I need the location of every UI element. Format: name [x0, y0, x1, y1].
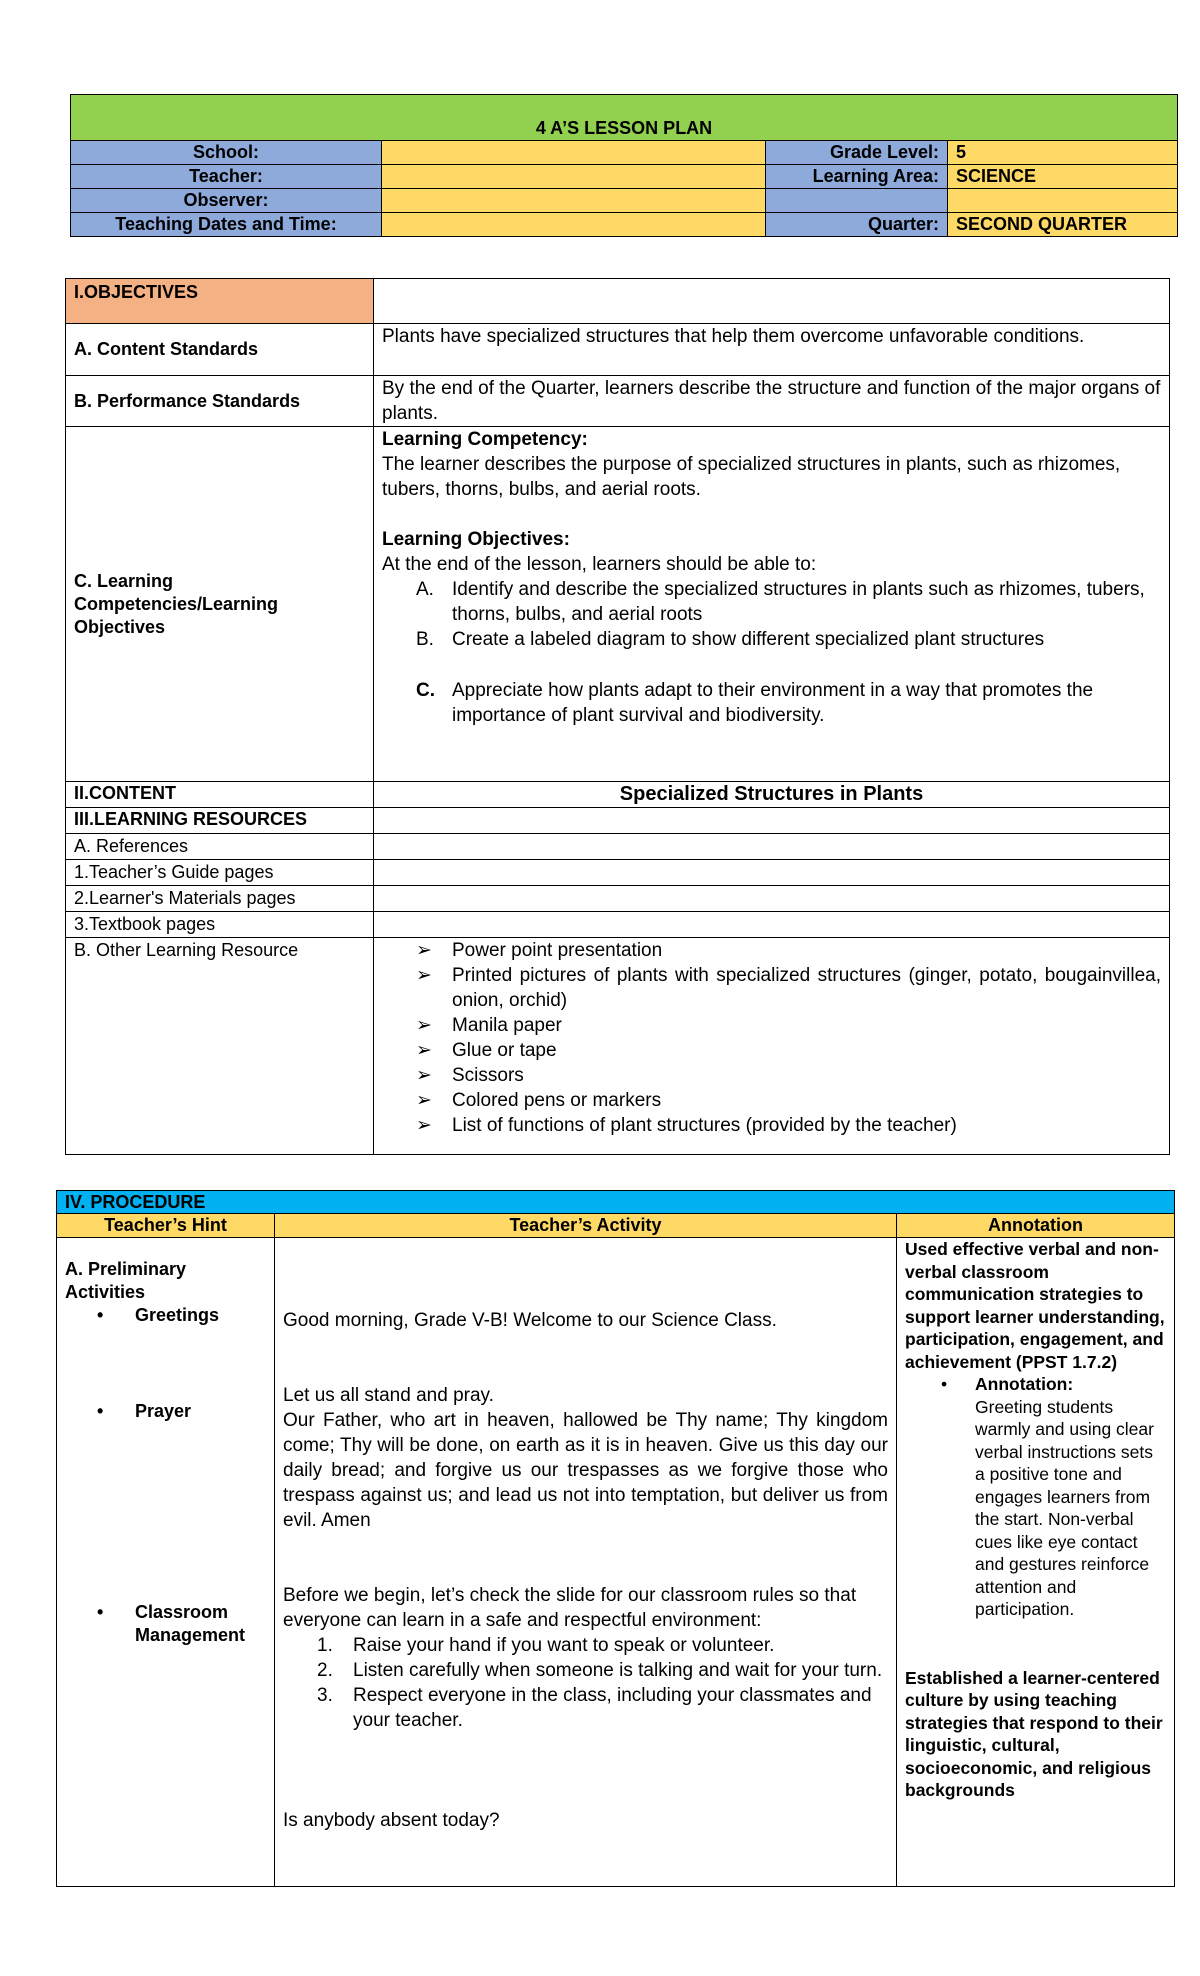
list-text: Raise your hand if you want to speak or volunteer.: [353, 1635, 775, 1656]
teachers-guide-label: 1.Teacher’s Guide pages: [66, 860, 374, 886]
lesson-plan-title: 4 A’S LESSON PLAN: [71, 95, 1178, 141]
other-resources-label: B. Other Learning Resource: [66, 938, 374, 1155]
other-resources-cell: [374, 938, 1170, 1155]
list-item: [382, 1013, 1161, 1038]
greetings-item: [65, 1304, 266, 1327]
arrow-icon: ➢: [416, 940, 432, 961]
arrow-icon: ➢: [416, 965, 432, 986]
list-item: [283, 1683, 888, 1733]
dates-label: Teaching Dates and Time:: [71, 213, 382, 237]
learning-objectives-title: Learning Objectives:: [382, 529, 570, 550]
column-header-activity: Teacher’s Activity: [275, 1214, 897, 1238]
list-item: [382, 938, 1161, 963]
learning-area-value: SCIENCE: [948, 165, 1178, 189]
list-text: Glue or tape: [452, 1040, 557, 1061]
learners-materials-value: [374, 886, 1170, 912]
learning-objectives-list: [382, 577, 1161, 728]
list-text: Create a labeled diagram to show different specialized plant structures: [452, 629, 1045, 650]
references-label: A. References: [66, 834, 374, 860]
classroom-management-item: [65, 1601, 266, 1647]
annotation-text: Greeting students warmly and using clear verbal instructions sets a positive tone and engages learners from the start. Non-verbal cues like eye contact and gestures reinforce attention and participation.: [975, 1396, 1154, 1619]
list-item: [382, 1088, 1161, 1113]
list-item: [283, 1633, 888, 1658]
list-text: Colored pens or markers: [452, 1090, 662, 1111]
list-item: [382, 1063, 1161, 1088]
greeting-text: Good morning, Grade V-B! Welcome to our Science Class.: [283, 1310, 777, 1331]
arrow-icon: ➢: [416, 1015, 432, 1036]
objectives-heading-value: [374, 279, 1170, 324]
arrow-icon: ➢: [416, 1065, 432, 1086]
absent-question: Is anybody absent today?: [283, 1810, 500, 1831]
list-marker: C.: [416, 680, 435, 701]
list-item: [382, 1038, 1161, 1063]
content-label: II.CONTENT: [66, 782, 374, 808]
observer-value: [382, 189, 766, 213]
list-text: Printed pictures of plants with specialized structures (ginger, potato, bougainvillea, onion, orchid): [452, 965, 1161, 1011]
list-marker: A.: [416, 579, 434, 600]
content-standards-label: A. Content Standards: [66, 324, 374, 376]
list-text: Scissors: [452, 1065, 524, 1086]
objectives-heading: I.OBJECTIVES: [66, 279, 374, 324]
resources-heading: III.LEARNING RESOURCES: [66, 808, 374, 834]
list-marker: 1.: [317, 1635, 333, 1656]
textbook-value: [374, 912, 1170, 938]
list-item: [382, 1113, 1161, 1138]
learning-competency-text: The learner describes the purpose of specialized structures in plants, such as rhizomes, tubers, thorns, bulbs, and aerial roots.: [382, 454, 1121, 500]
list-item: [382, 678, 1161, 728]
learning-area-label: Learning Area:: [766, 165, 948, 189]
performance-standards-label: B. Performance Standards: [66, 376, 374, 427]
procedure-table: [56, 1190, 1175, 1887]
activity-cell: [275, 1238, 897, 1887]
teachers-guide-value: [374, 860, 1170, 886]
prayer-intro: Let us all stand and pray.: [283, 1385, 494, 1406]
annotation-ppst-2: Established a learner-centered culture by using teaching strategies that respond to their linguistic, cultural, socioeconomic, and religious backgrounds: [905, 1667, 1163, 1800]
competencies-cell: [374, 427, 1170, 782]
column-header-annotation: Annotation: [897, 1214, 1175, 1238]
content-standards-text: Plants have specialized structures that help them overcome unfavorable conditions.: [374, 324, 1170, 376]
teacher-label: Teacher:: [71, 165, 382, 189]
classroom-management-label: Classroom Management: [135, 1602, 246, 1645]
bullet-icon: •: [97, 1401, 104, 1421]
preliminary-activities-label: A. Preliminary Activities: [65, 1259, 187, 1302]
grade-level-value: 5: [948, 141, 1178, 165]
bullet-icon: •: [97, 1602, 104, 1622]
resources-list: [382, 938, 1161, 1138]
procedure-heading: IV. PROCEDURE: [57, 1191, 1175, 1214]
teacher-value: [382, 165, 766, 189]
competencies-label: C. Learning Competencies/Learning Objectives: [66, 427, 374, 782]
observer-spacer-value: [948, 189, 1178, 213]
column-header-hint: Teacher’s Hint: [57, 1214, 275, 1238]
textbook-label: 3.Textbook pages: [66, 912, 374, 938]
arrow-icon: ➢: [416, 1040, 432, 1061]
arrow-icon: ➢: [416, 1090, 432, 1111]
list-text: Respect everyone in the class, including your classmates and your teacher.: [353, 1685, 872, 1731]
school-value: [382, 141, 766, 165]
hint-cell: [57, 1238, 275, 1887]
list-marker: B.: [416, 629, 434, 650]
list-text: Identify and describe the specialized structures in plants such as rhizomes, tubers, thorns, bulbs, and aerial roots: [452, 579, 1145, 625]
learners-materials-label: 2.Learner's Materials pages: [66, 886, 374, 912]
annotation-cell: [897, 1238, 1175, 1887]
bullet-icon: •: [97, 1305, 104, 1325]
list-text: Power point presentation: [452, 940, 663, 961]
list-text: List of functions of plant structures (provided by the teacher): [452, 1115, 957, 1136]
rules-intro: Before we begin, let’s check the slide for our classroom rules so that everyone can learn in a safe and respectful environment:: [283, 1585, 857, 1631]
prayer-label: Prayer: [135, 1401, 192, 1421]
list-text: Listen carefully when someone is talking and wait for your turn.: [353, 1660, 883, 1681]
school-label: School:: [71, 141, 382, 165]
objectives-table: [65, 278, 1170, 1155]
grade-level-label: Grade Level:: [766, 141, 948, 165]
quarter-label: Quarter:: [766, 213, 948, 237]
annotation-label: Annotation:: [975, 1374, 1074, 1394]
bullet-icon: •: [941, 1374, 948, 1394]
classroom-rules-list: [283, 1633, 888, 1733]
lesson-plan-header: [70, 94, 1178, 237]
dates-value: [382, 213, 766, 237]
annotation-ppst-1: Used effective verbal and non-verbal classroom communication strategies to support learner understanding, participation, engagement, and achievement (PPST 1.7.2): [905, 1239, 1165, 1372]
list-marker: 3.: [317, 1685, 333, 1706]
content-value: Specialized Structures in Plants: [374, 782, 1170, 808]
list-marker: 2.: [317, 1660, 333, 1681]
list-item: [382, 963, 1161, 1013]
list-item: [283, 1658, 888, 1683]
list-item: [382, 627, 1161, 652]
resources-heading-value: [374, 808, 1170, 834]
list-text: Appreciate how plants adapt to their environment in a way that promotes the importance of plant survival and biodiversity.: [452, 680, 1094, 726]
arrow-icon: ➢: [416, 1115, 432, 1136]
prayer-text: Our Father, who art in heaven, hallowed be Thy name; Thy kingdom come; Thy will be done, on earth as it is in heaven. Give us this day our daily bread; and forgive us our trespasses as we forgive those who trespass against us; and lead us not into temptation, but deliver us from evil. Amen: [283, 1410, 888, 1531]
quarter-value: SECOND QUARTER: [948, 213, 1178, 237]
references-value: [374, 834, 1170, 860]
greetings-label: Greetings: [135, 1305, 220, 1325]
prayer-item: [65, 1400, 266, 1423]
learning-competency-title: Learning Competency:: [382, 429, 588, 450]
list-item: [382, 577, 1161, 627]
observer-label: Observer:: [71, 189, 382, 213]
annotation-item: [905, 1373, 1166, 1621]
learning-objectives-intro: At the end of the lesson, learners should be able to:: [382, 554, 817, 575]
observer-spacer: [766, 189, 948, 213]
performance-standards-text: By the end of the Quarter, learners describe the structure and function of the major organs of plants.: [374, 376, 1170, 427]
list-text: Manila paper: [452, 1015, 562, 1036]
